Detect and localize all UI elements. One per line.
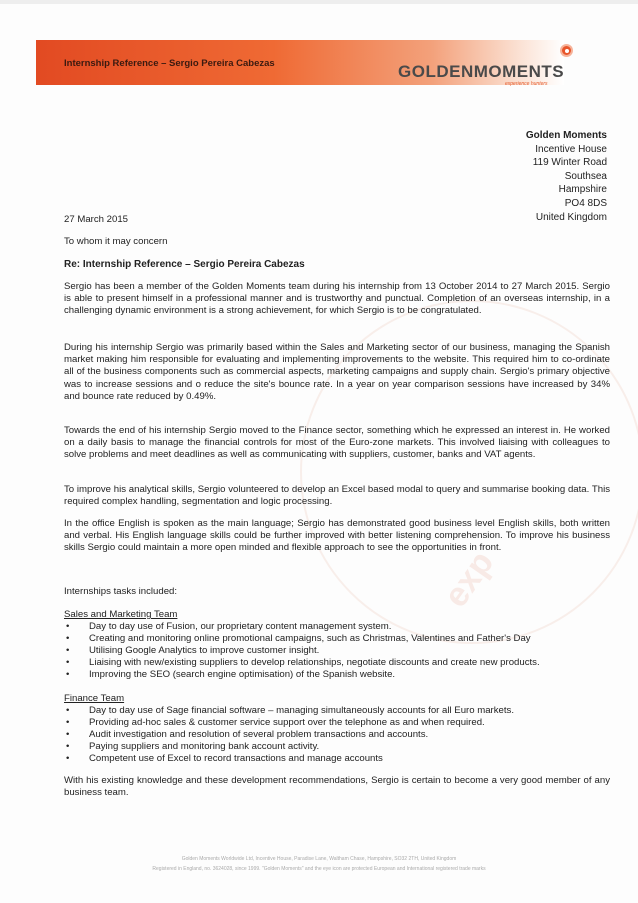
sender-address (526, 129, 607, 224)
list-item: • Providing ad-hoc sales & customer service support over the telephone as and when required. (64, 717, 514, 729)
list-item: • Liaising with new/existing suppliers to develop relationships, negotiate discounts and create new products. (64, 657, 540, 669)
list-item: • Audit investigation and resolution of several problem transactions and accounts. (64, 729, 514, 741)
letter-date: 27 March 2015 (64, 214, 128, 225)
sales-team-heading: Sales and Marketing Team (64, 609, 178, 620)
subject-line: Re: Internship Reference – Sergio Pereira Cabezas (64, 259, 305, 270)
sales-task-list (64, 621, 540, 681)
tasks-intro: Internships tasks included: (64, 586, 178, 597)
closing-paragraph: With his existing knowledge and these development recommendations, Sergio is certain to become a very good member of any business team. (64, 775, 610, 799)
list-item: • Improving the SEO (search engine optimisation) of the Spanish website. (64, 669, 540, 681)
paragraph-analytics: To improve his analytical skills, Sergio volunteered to develop an Excel based modal to query and summarise booking data. This required complex handling, segmentation and logic processing. (64, 484, 610, 508)
address-line: Incentive House (535, 143, 607, 155)
list-item: • Creating and monitoring online promotional campaigns, such as Christmas, Valentines and Father's Day (64, 633, 540, 645)
eye-logo-icon (560, 44, 573, 57)
company-logo-tagline: experience hunters (505, 81, 548, 87)
paragraph-sales: During his internship Sergio was primarily based within the Sales and Marketing sector of our business, managing the Spanish market making him responsible for evaluating and implementing improvements to the website. This required him to co-ordinate all of the business components such as commercial aspects, marketing campaigns and supply chain. Sergio's primary objective was to increase sessions and o reduce the site's bounce rate. In a year on year comparison sessions have increased by 34% and bounce rate reduced by 0.49%. (64, 342, 610, 402)
list-item: • Competent use of Excel to record transactions and manage accounts (64, 753, 514, 765)
address-line: United Kingdom (535, 211, 607, 223)
address-line: PO4 8DS (564, 197, 607, 209)
footer-registration: Registered in England, no. 3624028, since 1999. "Golden Moments" and the eye icon are protected European and International registered trade marks (152, 866, 486, 872)
address-company: Golden Moments (525, 130, 607, 141)
watermark-text: exp (436, 544, 502, 615)
finance-team-heading: Finance Team (64, 693, 125, 704)
finance-task-list (64, 705, 514, 765)
list-item: • Day to day use of Sage financial software – managing simultaneously accounts for all Euro markets. (64, 705, 514, 717)
company-logo-text: GOLDENMOMENTS (398, 62, 565, 81)
address-line: 119 Winter Road (532, 157, 607, 169)
list-item: • Day to day use of Fusion, our proprietary content management system. (64, 621, 540, 633)
page-top-edge (0, 0, 638, 4)
list-item: • Utilising Google Analytics to improve customer insight. (64, 645, 540, 657)
address-line: Hampshire (558, 184, 607, 196)
banner-title: Internship Reference – Sergio Pereira Cabezas (64, 58, 275, 69)
footer-company-info: Golden Moments Worldwide Ltd, Incentive House, Paradise Lane, Waltham Chase, Hampshire, SO32 2TH, United Kingdom (181, 856, 457, 862)
paragraph-intro: Sergio has been a member of the Golden Moments team during his internship from 13 October 2014 to 27 March 2015. Sergio is able to present himself in a professional manner and is trustworthy and punctual. Completion of an overseas internship, in a challenging dynamic environment is a strong achievement, for which Sergio is to be congratulated. (64, 281, 610, 317)
salutation: To whom it may concern (64, 236, 168, 247)
paragraph-english: In the office English is spoken as the main language; Sergio has demonstrated good business level English skills, both written and verbal. His English language skills could be further improved with better listening comprehension. To improve his business skills Sergio could maintain a more open minded and flexible approach to see the opportunities in front. (64, 518, 610, 554)
list-item: • Paying suppliers and monitoring bank account activity. (64, 741, 514, 753)
paragraph-finance: Towards the end of his internship Sergio moved to the Finance sector, something which he expressed an interest in. He worked on a daily basis to manage the financial controls for most of the Euro-zone markets. This involved liaising with colleagues to solve problems and meet deadlines as well as communicating with suppliers, customer, banks and VAT agents. (64, 425, 610, 461)
address-line: Southsea (564, 170, 607, 182)
